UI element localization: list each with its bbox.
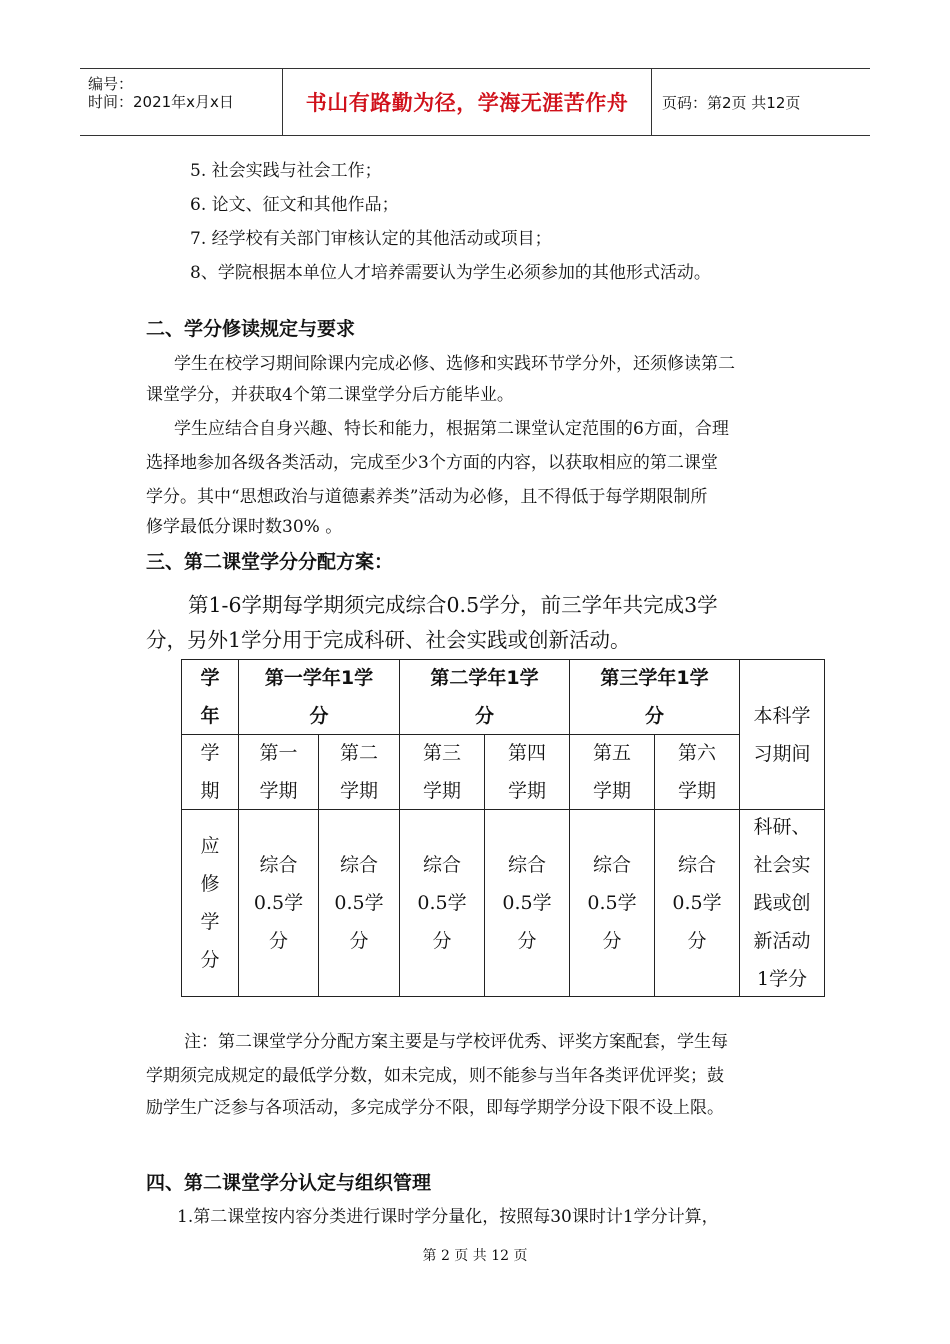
table-credit-semester-4: 综合 0.5学 分	[484, 809, 570, 997]
page-header	[80, 68, 870, 136]
page-footer: 第 2 页 共 12 页	[422, 1248, 528, 1264]
table-semester-3: 第三 学期	[399, 734, 485, 810]
header-motto: 书山有路勤为径，学海无涯苦作舟	[305, 91, 629, 115]
paragraph-line: 学生在校学习期间除课内完成必修、选修和实践环节学分外，还须修读第二	[174, 354, 735, 374]
table-semester-5: 第五 学期	[569, 734, 655, 810]
paragraph-line: 分，另外1学分用于完成科研、社会实践或创新活动。	[146, 628, 631, 652]
header-page-cell	[652, 69, 870, 135]
note-line: 注：第二课堂学分分配方案主要是与学校评优秀、评奖方案配套，学生每	[184, 1032, 728, 1052]
table-credit-research: 科研、 社会实 践或创 新活动 1学分	[739, 809, 825, 997]
section-3-title: 三、第二课堂学分分配方案：	[146, 551, 394, 573]
section-2-title: 二、学分修读规定与要求	[146, 318, 356, 340]
paragraph-line: 学分。其中“思想政治与道德素养类”活动为必修，且不得低于每学期限制所	[146, 487, 708, 507]
table-credit-semester-5: 综合 0.5学 分	[569, 809, 655, 997]
doc-number-label: 编号：	[88, 75, 134, 93]
paragraph-line: 选择地参加各级各类活动，完成至少3个方面的内容，以获取相应的第二课堂	[146, 453, 718, 473]
list-item: 6. 论文、征文和其他作品；	[190, 195, 399, 215]
table-header-year-2: 第二学年1学 分	[399, 659, 570, 735]
table-semester-2: 第二 学期	[318, 734, 400, 810]
table-header-study-period: 本科学 习期间	[739, 659, 825, 810]
table-header-year-3: 第三学年1学 分	[569, 659, 740, 735]
paragraph-line: 课堂学分，并获取4个第二课堂学分后方能毕业。	[146, 385, 514, 405]
header-meta	[80, 69, 283, 135]
list-item: 7. 经学校有关部门审核认定的其他活动或项目；	[190, 229, 552, 249]
note-line: 学期须完成规定的最低学分数，如未完成，则不能参与当年各类评优评奖；鼓	[146, 1066, 724, 1086]
table-credit-semester-2: 综合 0.5学 分	[318, 809, 400, 997]
table-header-year-1: 第一学年1学 分	[238, 659, 400, 735]
list-item: 8、学院根据本单位人才培养需要认为学生必须参加的其他形式活动。	[190, 263, 711, 283]
section-4-title: 四、第二课堂学分认定与组织管理	[146, 1172, 432, 1194]
table-credit-semester-3: 综合 0.5学 分	[399, 809, 485, 997]
credit-allocation-table	[181, 659, 825, 997]
paragraph-line: 修学最低分课时数30% 。	[146, 517, 343, 537]
paragraph-line: 第1-6学期每学期须完成综合0.5学分，前三学年共完成3学	[188, 593, 718, 617]
table-header-semester: 学 期	[181, 734, 239, 810]
table-semester-4: 第四 学期	[484, 734, 570, 810]
paragraph-line: 学生应结合自身兴趣、特长和能力，根据第二课堂认定范围的6方面，合理	[174, 419, 729, 439]
table-header-required-credits: 应 修 学 分	[181, 809, 239, 997]
doc-time-label: 时间：2021年x月x日	[88, 93, 234, 111]
header-motto-cell	[283, 69, 652, 135]
header-page-label: 页码：第2页 共12页	[662, 93, 801, 112]
table-credit-semester-1: 综合 0.5学 分	[238, 809, 319, 997]
paragraph-line: 1.第二课堂按内容分类进行课时学分量化，按照每30课时计1学分计算，	[177, 1207, 719, 1227]
table-semester-6: 第六 学期	[654, 734, 740, 810]
note-line: 励学生广泛参与各项活动，多完成学分不限，即每学期学分设下限不设上限。	[146, 1098, 724, 1118]
table-credit-semester-6: 综合 0.5学 分	[654, 809, 740, 997]
list-item: 5. 社会实践与社会工作；	[190, 161, 382, 181]
table-semester-1: 第一 学期	[238, 734, 319, 810]
table-header-year: 学 年	[181, 659, 239, 735]
